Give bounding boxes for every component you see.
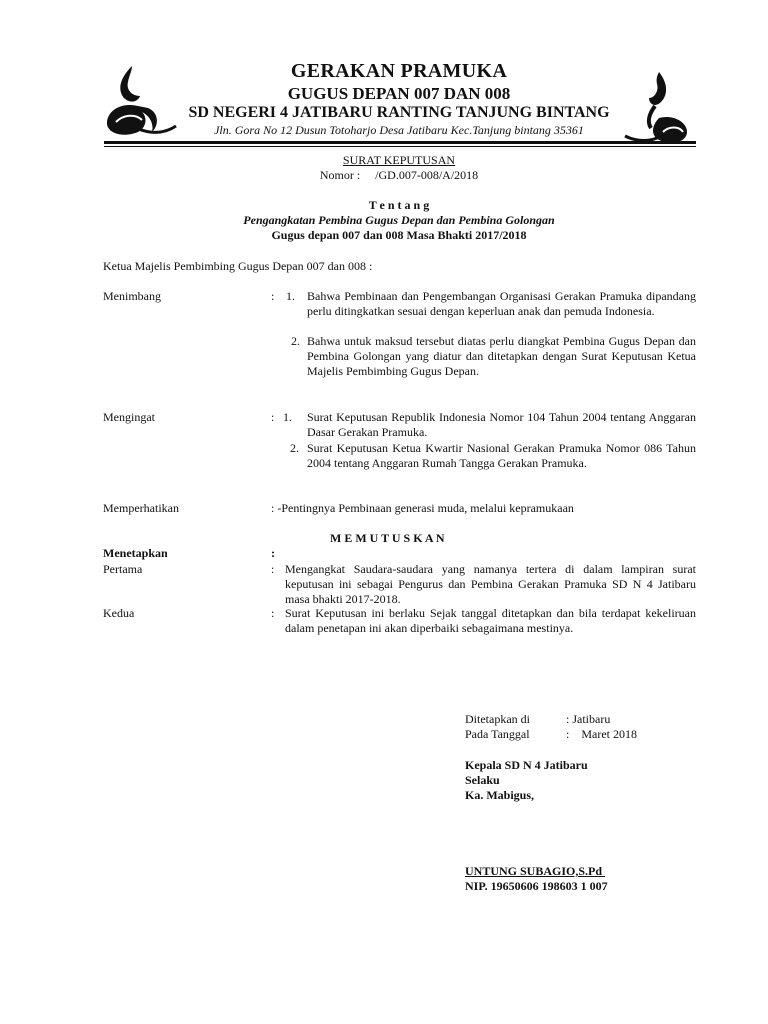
- date-label: Pada Tanggal: [465, 727, 530, 741]
- signer-name: UNTUNG SUBAGIO,S.Pd: [465, 864, 606, 878]
- menimbang-colon: :: [271, 289, 275, 303]
- signer-position-1: Kepala SD N 4 Jatibaru: [465, 758, 588, 772]
- memperhatikan-text: : -Pentingnya Pembinaan generasi muda, melalui kepramukaan: [271, 501, 574, 515]
- org-name: GERAKAN PRAMUKA: [290, 60, 508, 82]
- mengingat-item-1-number: 1.: [283, 410, 292, 424]
- kedua-colon: :: [271, 606, 275, 620]
- subject-heading: T e n t a n g: [368, 198, 430, 212]
- unit-name: GUGUS DEPAN 007 DAN 008: [287, 84, 511, 103]
- signer-position-2: Selaku: [465, 773, 500, 787]
- menimbang-label: Menimbang: [103, 289, 161, 303]
- school-address: Jln. Gora No 12 Dusun Totoharjo Desa Jatibaru Kec.Tanjung bintang 35361: [214, 123, 584, 137]
- menetapkan-colon: :: [271, 546, 275, 560]
- mengingat-item-2-number: 2.: [290, 441, 299, 455]
- kedua-label: Kedua: [103, 606, 135, 620]
- document-title: SURAT KEPUTUSAN: [342, 153, 456, 167]
- header-divider-thin: [104, 146, 696, 147]
- memperhatikan-label: Memperhatikan: [103, 501, 179, 515]
- menimbang-item-2-number: 2.: [291, 334, 300, 348]
- menetapkan-label: Menetapkan: [103, 546, 168, 560]
- place-label: Ditetapkan di: [465, 712, 530, 726]
- pertama-colon: :: [271, 562, 275, 576]
- menimbang-item-1: Bahwa Pembinaan dan Pengembangan Organisasi Gerakan Pramuka dipandang perlu ditingkatkan sesuai dengan keperluan anak dan pemuda Indonesia.: [307, 289, 696, 319]
- mengingat-colon: :: [271, 410, 275, 424]
- pertama-text: Mengangkat Saudara-saudara yang namanya tertera di dalam lampiran surat keputusan ini sebagai Pengurus dan Pembina Gerakan Pramuka SD N 4 Jatibaru masa bhakti 2017-2018.: [285, 562, 696, 607]
- signer-position-3: Ka. Mabigus,: [465, 788, 535, 802]
- mengingat-label: Mengingat: [103, 410, 155, 424]
- date-value: : Maret 2018: [566, 727, 637, 741]
- subject-line-2: Gugus depan 007 dan 008 Masa Bhakti 2017/2018: [271, 228, 527, 242]
- kedua-text: Surat Keputusan ini berlaku Sejak tanggal ditetapkan dan bila terdapat kekeliruan dalam penetapan ini akan diperbaiki sebagaimana mestinya.: [285, 606, 696, 636]
- place-value: : Jatibaru: [566, 712, 611, 726]
- school-name: SD NEGERI 4 JATIBARU RANTING TANJUNG BINTANG: [188, 104, 610, 121]
- menimbang-item-1-number: 1.: [286, 289, 295, 303]
- pertama-label: Pertama: [103, 562, 143, 576]
- signer-nip: NIP. 19650606 198603 1 007: [465, 879, 608, 893]
- menimbang-item-2: Bahwa untuk maksud tersebut diatas perlu diangkat Pembina Gugus Depan dan Pembina Golongan yang diatur dan ditetapkan dengan Surat Keputusan Ketua Majelis Pembimbing Gugus Depan.: [307, 334, 696, 379]
- mengingat-item-2: Surat Keputusan Ketua Kwartir Nasional Gerakan Pramuka Nomor 086 Tahun 2004 tentang Anggaran Rumah Tangga Gerakan Pramuka.: [307, 441, 696, 471]
- memutuskan-heading: M E M U T U S K A N: [330, 531, 445, 545]
- opening-statement: Ketua Majelis Pembimbing Gugus Depan 007 dan 008 :: [103, 259, 373, 273]
- subject-line-1: Pengangkatan Pembina Gugus Depan dan Pembina Golongan: [243, 213, 555, 227]
- header-divider-thick: [104, 141, 696, 144]
- document-number: Nomor : /GD.007-008/A/2018: [319, 168, 479, 182]
- mengingat-item-1: Surat Keputusan Republik Indonesia Nomor 104 Tahun 2004 tentang Anggaran Dasar Gerakan Pramuka.: [307, 410, 696, 440]
